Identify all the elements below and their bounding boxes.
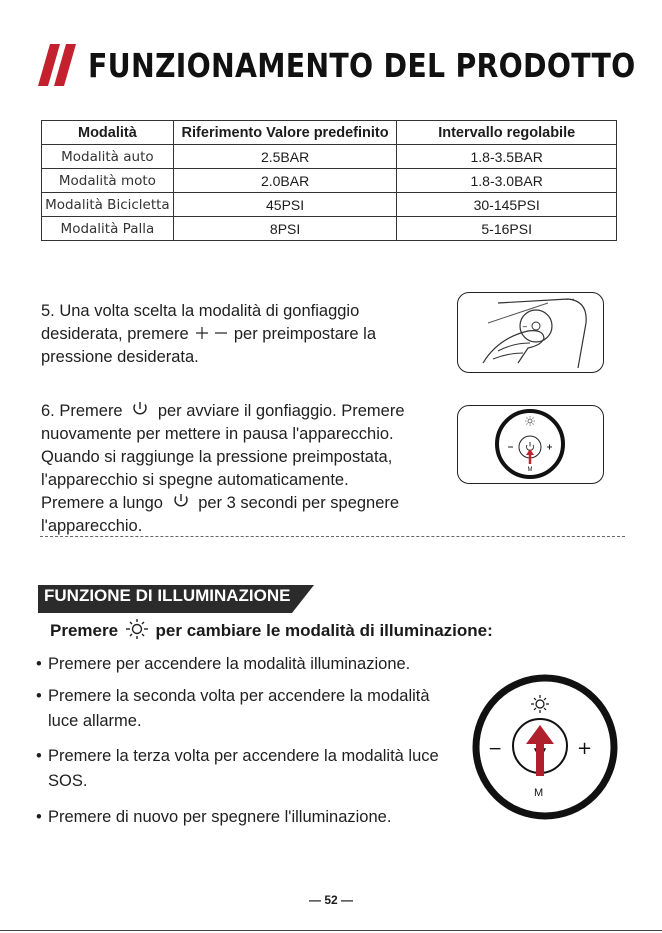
table-cell: 5-16PSI — [397, 217, 617, 241]
minus-label: − — [488, 739, 503, 759]
plus-minus-icon — [193, 326, 229, 340]
table-header-row — [42, 121, 617, 145]
arrow-icon — [536, 740, 544, 776]
light-dial-image — [470, 672, 620, 822]
svg-text:−: − — [522, 323, 528, 331]
table-cell: Modalità Bicicletta — [42, 193, 174, 217]
step6-line: Premere a lungo per 3 secondi per spegnere — [41, 494, 400, 512]
step5-text — [41, 300, 441, 369]
table-cell: Modalità moto — [42, 169, 174, 193]
light-icon — [531, 695, 549, 713]
plus-label: + — [577, 738, 593, 759]
table-cell: 2.5BAR — [173, 145, 397, 169]
dial-icon — [458, 406, 603, 483]
table-row — [42, 169, 617, 193]
step5-line: desiderata, premere per preimpostare la — [41, 325, 377, 343]
title-slash-icon — [38, 44, 78, 86]
table-cell: 2.0BAR — [173, 169, 397, 193]
list-item: • Premere la terza volta per accendere la modalità luce SOS. — [36, 747, 439, 790]
hand-press-icon — [458, 293, 603, 372]
table-header: Modalità — [42, 121, 174, 145]
page-title: FUNZIONAMENTO DEL PRODOTTO — [88, 46, 636, 85]
press-button-image — [457, 292, 604, 373]
table-cell: 1.8-3.0BAR — [397, 169, 617, 193]
table-row — [42, 193, 617, 217]
list-item: • Premere per accendere la modalità illuminazione. — [36, 655, 411, 673]
mode-table — [41, 120, 617, 241]
table-header: Riferimento Valore predefinito — [173, 121, 397, 145]
light-icon — [123, 618, 151, 640]
step6-line: nuovamente per mettere in pausa l'apparecchio. — [41, 425, 394, 443]
bottom-rule — [0, 930, 662, 931]
step6-line: l'apparecchio si spegne automaticamente. — [41, 471, 349, 489]
svg-text:• • •: • • • — [566, 297, 575, 303]
table-cell: Modalità auto — [42, 145, 174, 169]
table-cell: 45PSI — [173, 193, 397, 217]
table-cell: 1.8-3.5BAR — [397, 145, 617, 169]
step6-text — [41, 400, 451, 538]
section-title: FUNZIONE DI ILLUMINAZIONE — [44, 586, 291, 605]
table-row — [42, 217, 617, 241]
power-dial-image — [457, 405, 604, 484]
section-divider — [40, 536, 625, 537]
page-number: — 52 — — [308, 893, 353, 907]
power-icon — [127, 401, 153, 417]
table-cell: 30-145PSI — [397, 193, 617, 217]
table-header: Intervallo regolabile — [397, 121, 617, 145]
lighting-intro: Premere per cambiare le modalità di illuminazione: — [50, 618, 493, 641]
step5-line: 5. Una volta scelta la modalità di gonfiaggio — [41, 302, 360, 320]
svg-text:M: M — [527, 467, 533, 473]
step5-line: pressione desiderata. — [41, 348, 199, 366]
table-cell: 8PSI — [173, 217, 397, 241]
power-icon — [168, 493, 194, 509]
table-cell: Modalità Palla — [42, 217, 174, 241]
mode-label: M — [534, 787, 544, 799]
table-row — [42, 145, 617, 169]
step6-line: l'apparecchio. — [41, 517, 143, 535]
step6-line: 6. Premere per avviare il gonfiaggio. Premere — [41, 402, 405, 420]
list-item: • Premere la seconda volta per accendere la modalità luce allarme. — [36, 687, 430, 730]
step6-line: Quando si raggiunge la pressione preimpostata, — [41, 448, 393, 466]
list-item: • Premere di nuovo per spegnere l'illuminazione. — [36, 808, 392, 826]
